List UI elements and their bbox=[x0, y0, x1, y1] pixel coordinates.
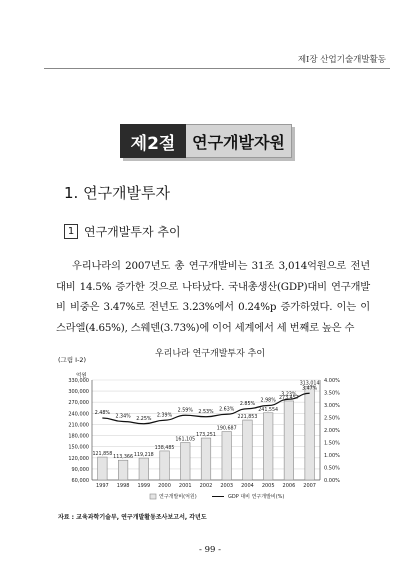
bar bbox=[160, 451, 170, 480]
section-title: 연구개발자원 bbox=[186, 124, 292, 158]
bar-value-label: 313,014 bbox=[299, 381, 320, 387]
bar-value-label: 221,853 bbox=[237, 415, 258, 421]
y2-tick-label: 3.00% bbox=[324, 403, 340, 409]
y2-tick-label: 4.00% bbox=[324, 378, 340, 384]
line-value-label: 3.23% bbox=[281, 392, 297, 398]
running-head: 제Ⅰ장 산업기술개발활동 bbox=[297, 55, 386, 65]
chart-title: 우리나라 연구개발투자 추이 bbox=[154, 349, 266, 359]
header-rule bbox=[44, 68, 390, 69]
bar bbox=[201, 438, 211, 480]
section-banner bbox=[120, 124, 292, 158]
bar-value-label: 190,687 bbox=[216, 426, 237, 432]
heading-level-1: 1. 연구개발투자 bbox=[64, 184, 171, 202]
y-tick-label: 240,000 bbox=[68, 411, 89, 418]
x-tick-label: 1999 bbox=[137, 483, 151, 489]
bar-value-label: 138,485 bbox=[154, 445, 175, 451]
y2-tick-label: 1.00% bbox=[324, 453, 340, 459]
heading-level-2-title: 연구개발투자 추이 bbox=[84, 225, 181, 239]
y2-tick-label: 1.50% bbox=[324, 440, 340, 447]
bar-value-label: 161,105 bbox=[175, 437, 196, 443]
line-value-label: 2.34% bbox=[115, 414, 131, 420]
x-tick-label: 2000 bbox=[158, 483, 171, 489]
bar bbox=[222, 432, 232, 480]
line-value-label: 2.59% bbox=[177, 408, 193, 414]
bar bbox=[118, 460, 128, 480]
y-tick-label: 270,000 bbox=[68, 400, 89, 407]
x-tick-label: 1998 bbox=[116, 483, 130, 489]
line-value-label: 2.98% bbox=[260, 398, 276, 404]
bar bbox=[284, 401, 294, 480]
bar bbox=[243, 420, 253, 480]
y-tick-label: 90,000 bbox=[71, 466, 89, 473]
legend-swatch-bar bbox=[150, 494, 156, 499]
y-tick-label: 150,000 bbox=[68, 444, 89, 451]
line-value-label: 2.63% bbox=[219, 407, 235, 413]
x-tick-label: 2003 bbox=[220, 483, 234, 489]
bar-value-label: 119,218 bbox=[133, 453, 154, 459]
y-tick-label: 60,000 bbox=[71, 478, 89, 484]
x-tick-label: 2001 bbox=[178, 483, 192, 489]
rd-investment-chart bbox=[40, 374, 380, 510]
line-value-label: 2.39% bbox=[156, 413, 173, 419]
line-value-label: 2.48% bbox=[94, 411, 110, 416]
y2-tick-label: 0.50% bbox=[324, 465, 340, 472]
y2-tick-label: 0.00% bbox=[324, 478, 340, 484]
y2-tick-label: 2.00% bbox=[324, 428, 340, 434]
section-number: 제2절 bbox=[120, 124, 186, 158]
line-value-label: 3.47% bbox=[302, 386, 318, 392]
x-tick-label: 2005 bbox=[261, 483, 275, 489]
figure-label: (그림 Ⅰ-2) bbox=[58, 356, 87, 364]
boxed-number: 1 bbox=[64, 224, 78, 239]
x-tick-label: 2007 bbox=[303, 483, 317, 489]
bar-value-label: 173,251 bbox=[196, 433, 216, 439]
y-tick-label: 330,000 bbox=[68, 378, 89, 384]
bar bbox=[98, 457, 108, 480]
x-tick-label: 2006 bbox=[282, 483, 296, 489]
bar-value-label: 273,457 bbox=[278, 395, 299, 401]
y-tick-label: 180,000 bbox=[68, 433, 89, 440]
bar-value-label: 241,554 bbox=[258, 407, 279, 413]
legend-label-line: GDP 대비 연구개발비(%) bbox=[228, 494, 285, 500]
bar bbox=[181, 443, 191, 480]
y-tick-label: 210,000 bbox=[68, 422, 89, 429]
source-note: 자료 : 교육과학기술부, 연구개발활동조사보고서, 각년도 bbox=[58, 514, 207, 521]
body-paragraph: 우리나라의 2007년도 총 연구개발비는 31조 3,014억원으로 전년대비 14.5% 증가한 것으로 나타났다. 국내총생산(GDP)대비 연구개발비 비중은 3.47%로 전년도 3.23%에서 0.24%p 증가하였다. 이는 이스라엘(4.65%), 스웨덴(3.73%)에 이어 세계에서 세 번째로 높은 수 bbox=[56, 260, 370, 334]
line-value-label: 2.53% bbox=[198, 409, 214, 415]
heading-level-2 bbox=[64, 223, 181, 240]
x-tick-label: 2002 bbox=[199, 483, 213, 489]
legend-label-bar: 연구개발비(억원) bbox=[159, 494, 197, 500]
y2-tick-label: 2.50% bbox=[324, 415, 340, 422]
bar-value-label: 113,366 bbox=[113, 455, 134, 461]
page-number: - 99 - bbox=[199, 545, 221, 555]
line-value-label: 2.25% bbox=[136, 416, 152, 422]
y-tick-label: 300,000 bbox=[68, 389, 89, 396]
bar bbox=[263, 413, 273, 480]
bar-value-label: 121,858 bbox=[92, 452, 113, 458]
bar bbox=[305, 386, 315, 480]
y2-tick-label: 3.50% bbox=[324, 390, 340, 397]
x-tick-label: 1997 bbox=[95, 483, 109, 489]
line-value-label: 2.85% bbox=[239, 401, 256, 407]
unit-label: 억원 bbox=[76, 373, 87, 379]
y-tick-label: 120,000 bbox=[68, 455, 89, 462]
bar bbox=[139, 458, 149, 480]
x-tick-label: 2004 bbox=[241, 483, 254, 489]
